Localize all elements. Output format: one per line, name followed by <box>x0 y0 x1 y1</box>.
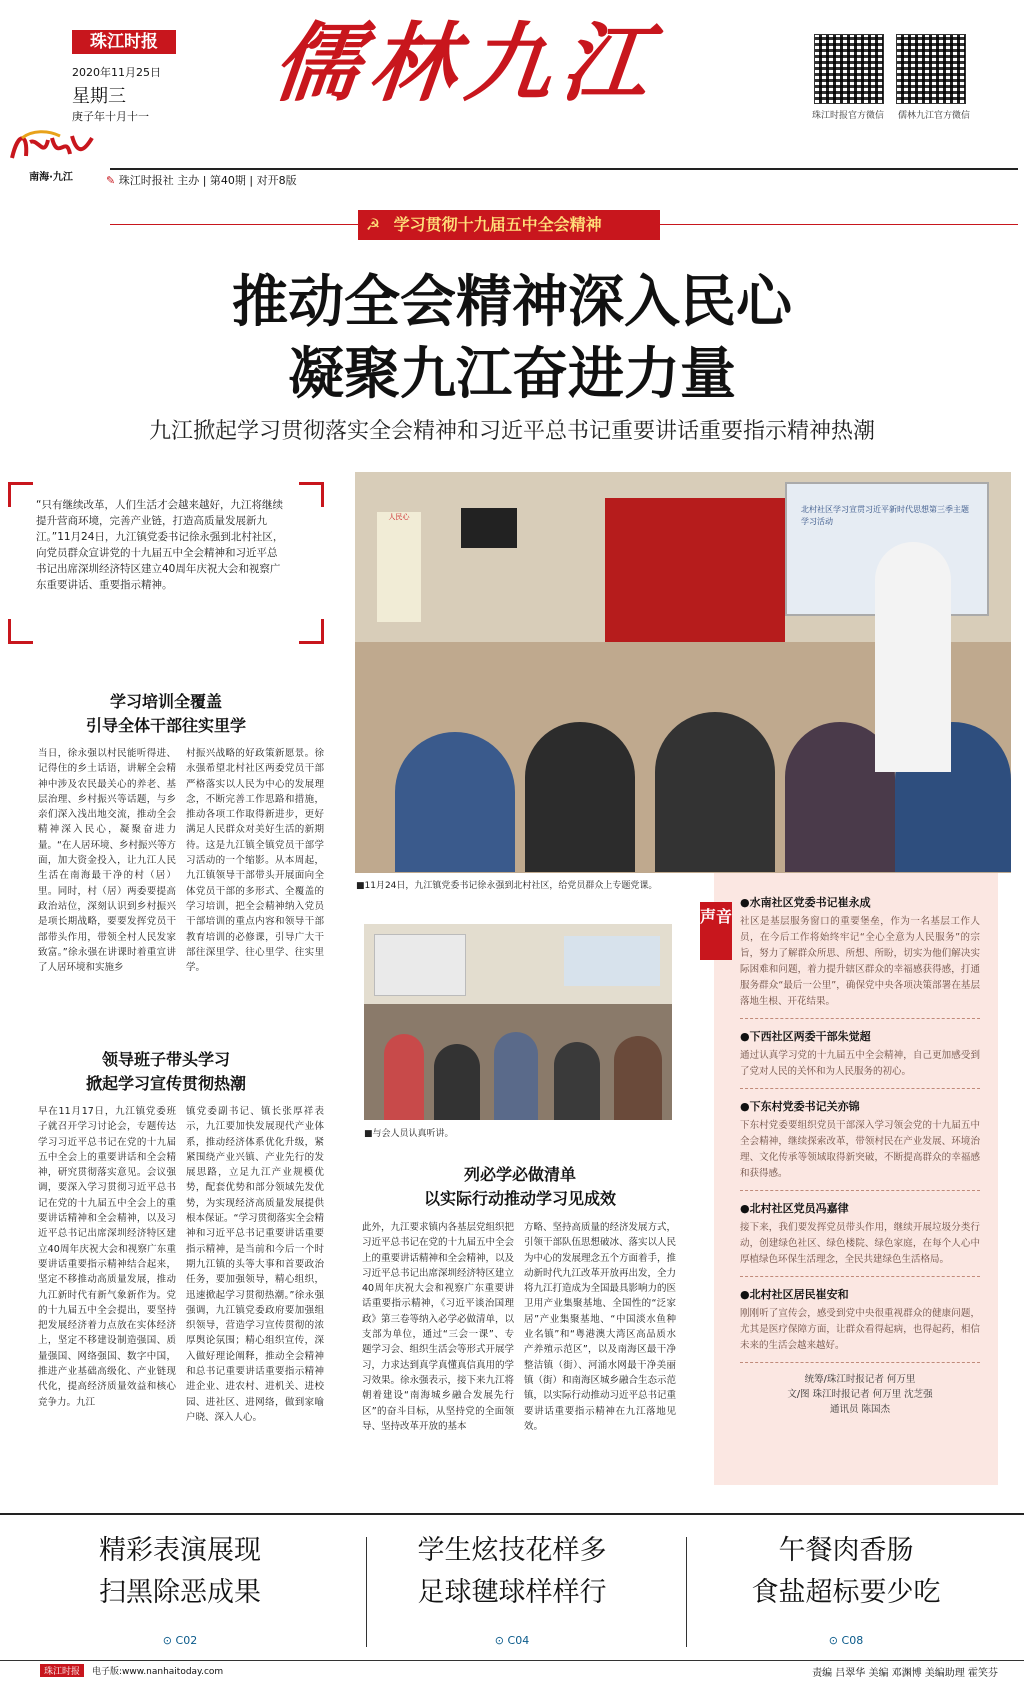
section-title-line: 学习培训全覆盖 <box>109 692 222 711</box>
promo-page-number: C04 <box>507 1634 530 1647</box>
promo-page-ref[interactable] <box>20 1620 340 1662</box>
voices-list <box>740 894 980 1417</box>
promo-teaser-3[interactable] <box>686 1530 1006 1662</box>
subheadline: 九江掀起学习贯彻落实全会精神和习近平总书记重要讲话重要指示精神热潮 <box>148 419 875 444</box>
lunar-date: 庚子年十月十一 <box>72 110 149 123</box>
issue-date: 2020年11月25日 <box>72 66 161 79</box>
voice-speaker: ●水南社区党委书记崔永成 <box>740 896 871 909</box>
promo-line: 扫黑除恶成果 <box>99 1577 261 1608</box>
qr-code-2[interactable] <box>896 34 966 104</box>
voice-divider <box>740 1362 980 1364</box>
voice-divider <box>740 1276 980 1278</box>
qr-label-1: 珠江时报官方微信 <box>812 111 885 121</box>
section-title-1 <box>36 690 296 738</box>
voice-item <box>740 1286 980 1354</box>
masthead-rule <box>110 168 1018 170</box>
article-column: 当日，徐永强以村民能听得进、记得住的乡土话语，讲解全会精神中涉及农民最关心的养老、基层治理、乡村振兴等话题，与乡亲们深入浅出地交流，推动全会精神深入民心，凝聚奋进力量。“在人居环境、乡村振兴等方面，加大资金投入，让九江人民生活在南海最干净的村（居）里。同时，村（居）两委要提高政治站位，深刻认识到乡村振兴是项长期战略，要要发挥党员干部带头作用，带领全村人民发家致富。”徐永强在讲课时着重宣讲了人居环境和实施乡 <box>38 748 176 974</box>
article-column: 此外，九江要求镇内各基层党组织把习近平总书记在党的十九届五中全会上的重要讲话精神和全会精神，以及习近平总书记出席深圳经济特区建立40周年庆祝大会和视察广东重要讲话重要指示精神，《习近平谈治国理政》第三卷等纳入必学必做清单，以支部为单位，通过“三会一课”、专题学习会、组织生活会等形式开展学习，力求达到真学真懂真信真用的学习效果。徐永强表示，接下来九江将朝着建设“南海城乡融合发展先行区”的奋斗目标，从坚持党的全面领导、坚持改革开放的基本 <box>362 1222 514 1432</box>
nanhai-jiujiang-logo <box>8 128 94 182</box>
issue-weekday: 星期三 <box>72 86 126 107</box>
byline-line: 文/图 珠江时报记者 何万里 沈芝强 <box>787 1389 933 1400</box>
article-column: 方略、坚持高质量的经济发展方式，引领干部队伍思想破冰、落实以人民为中心的发展理念五个方面着手，推动新时代九江改革开放再出发，全力将九江打造成为全国最具影响力的医卫用产业集聚基地、全国性的“泛家居”产业集聚基地、“中国淡水鱼种业名镇”和“粤港澳大湾区高品质水产养殖示范区”，以及南海区最干净整洁镇（街）、河涌水网最干净美丽镇（街）和南海区城乡融合生态示范镇，以实际行动推动习近平总书记重要讲话重要指示精神在九江落地见效。 <box>524 1222 676 1432</box>
section-title-line: 领导班子带头学习 <box>101 1050 230 1069</box>
qr-code-icon <box>896 34 966 104</box>
voice-text: 接下来，我们要发挥党员带头作用，继续开展垃圾分类行动，创建绿色社区、绿色楼院、绿色家庭，在每个人心中厚植绿色环保生活理念，全民共建绿色生活格局。 <box>740 1222 980 1265</box>
section-title-3 <box>380 1163 660 1211</box>
footer-site[interactable]: 电子版:www.nanhaitoday.com <box>92 1667 224 1677</box>
footer-editors: 责编 吕翠华 美编 邓渊博 美编助理 霍笑芬 <box>812 1668 998 1679</box>
section-title-line: 引导全体干部往实里学 <box>85 716 246 735</box>
page-footer <box>0 1660 1024 1682</box>
publisher-text: 珠江时报社 主办 | 第40期 | 对开8版 <box>118 174 297 187</box>
section-banner <box>358 210 660 240</box>
headline-line-2: 凝聚九江奋进力量 <box>288 341 736 407</box>
projector-text: 北村社区学习宣贯习近平新时代思想第三季主题学习活动 <box>801 505 969 526</box>
voice-item <box>740 1028 980 1080</box>
qr-code-1[interactable] <box>814 34 884 104</box>
banner-text: 学习贯彻十九届五中全会精神 <box>393 215 602 234</box>
wall-sign: 人民心 <box>377 512 421 622</box>
lead-quote: “只有继续改革，人们生活才会越来越好，九江将继续提升营商环境，完善产业链，打造高质量发展新九江。”11月24日，九江镇党委书记徐永强到北村社区，向党员群众宣讲党的十九届五中全会精神和习近平总书记出席深圳经济特区建立40周年庆祝大会和视察广东重要讲话、重要指示精神。 <box>36 499 284 591</box>
secondary-photo <box>364 924 672 1120</box>
main-photo <box>355 472 1011 873</box>
voice-speaker: ●北村社区居民崔安和 <box>740 1288 849 1301</box>
promo-page-ref[interactable] <box>686 1620 1006 1662</box>
qr-code-icon <box>814 34 884 104</box>
logo-text: 南海·九江 <box>29 172 73 183</box>
bottom-rule <box>0 1513 1024 1515</box>
promo-teaser-1[interactable] <box>20 1530 340 1662</box>
logo-swirl-icon <box>8 128 94 164</box>
promo-line: 午餐肉香肠 <box>778 1535 914 1566</box>
section-title-2 <box>36 1048 296 1096</box>
voice-speaker: ●下西社区两委干部朱觉超 <box>740 1030 871 1043</box>
voice-divider <box>740 1088 980 1090</box>
main-photo-caption: ■11月24日，九江镇党委书记徐永强到北村社区，给党员群众上专题党课。 <box>356 881 658 891</box>
voice-divider <box>740 1018 980 1020</box>
publication-badge: 珠江时报 <box>72 30 176 54</box>
footer-badge: 珠江时报 <box>40 1664 84 1677</box>
voice-item <box>740 1098 980 1182</box>
masthead-title: 儒林九江 <box>268 13 664 114</box>
page-link-icon: ⊙ <box>162 1634 173 1647</box>
voices-tag: 声音 <box>700 902 732 960</box>
promo-page-number: C02 <box>175 1634 198 1647</box>
voice-divider <box>740 1190 980 1192</box>
pen-icon: ✎ <box>106 174 116 187</box>
voice-item <box>740 894 980 1010</box>
promo-line: 精彩表演展现 <box>99 1535 261 1566</box>
qr-label-2: 儒林九江官方微信 <box>898 111 971 121</box>
voice-text: 下东村党委要组织党员干部深入学习领会党的十九届五中全会精神，继续探索改革，带领村民在产业发展、环境治理、文化传承等领域取得新突破，不断提高群众的幸福感和获得感。 <box>740 1120 980 1179</box>
promo-page-number: C08 <box>841 1634 864 1647</box>
voice-speaker: ●下东村党委书记关亦锦 <box>740 1100 860 1113</box>
section-title-line: 掀起学习宣传贯彻热潮 <box>85 1074 246 1093</box>
voice-text: 刚刚听了宣传会，感受到党中央很重视群众的健康问题，尤其是医疗保障方面，让群众看得起病，也得起药，相信未来的生活会越来越好。 <box>740 1308 980 1351</box>
byline-line: 统筹/珠江时报记者 何万里 <box>804 1374 916 1385</box>
page-link-icon: ⊙ <box>828 1634 839 1647</box>
promo-line: 食盐超标要少吃 <box>751 1577 941 1608</box>
secondary-photo-caption: ■与会人员认真听讲。 <box>364 1129 454 1139</box>
promo-page-ref[interactable] <box>352 1620 672 1662</box>
page-link-icon: ⊙ <box>494 1634 505 1647</box>
byline-line: 通讯员 陈国杰 <box>829 1404 891 1415</box>
voice-text: 社区是基层服务窗口的重要堡垒，作为一名基层工作人员，在今后工作将始终牢记“全心全意为人民服务”的宗旨，努力了解群众所思、所想、所盼，切实为他们解决实际困难和问题，着力提升辖区群众的幸福感获得感，打通服务群众“最后一公里”，确保党中央各项决策部署在基层落地生根、开花结果。 <box>740 916 980 1007</box>
voice-item <box>740 1200 980 1268</box>
promo-teaser-2[interactable] <box>352 1530 672 1662</box>
article-column: 早在11月17日，九江镇党委班子就召开学习讨论会，专题传达学习习近平总书记在党的十九届五中全会上的重要讲话和全会精神，研究贯彻落实意见。会议强调，要深入学习贯彻习近平总书记在党的十九届五中全会上的重要讲话精神和全会精神，以及习近平总书记出席深圳经济特区建立40周年庆祝大会和视察广东重要讲话重要指示精神结合起来，坚定不移推动高质量发展，推动九江新时代有新气象新作为。党的十九届五中全会提出，要坚持把发展经济着力点放在实体经济上，坚定不移建设制造强国、质量强国、网络强国、数字中国，推进产业基础高级化、产业链现代化，提高经济质量效益和核心竞争力。九江 <box>38 1106 176 1408</box>
voice-speaker: ●北村社区党员冯嘉律 <box>740 1202 849 1215</box>
article-column: 镇党委副书记、镇长张厚祥表示，九江要加快发展现代产业体系，推动经济体系优化升级，紧紧围绕产业兴镇、产业先行的发展思路，立足九江产业规模优势，配套优势和部分领域先发优势，为实现经济高质量发展提供根本保证。“学习贯彻落实全会精神和习近平总书记重要讲话重要指示精神，是当前和今后一个时期九江镇的头等大事和首要政治任务，要加强领导，精心组织，迅速掀起学习贯彻热潮。”徐永强强调，九江镇党委政府要加强组织领导，营造学习宣传贯彻的浓厚舆论氛围；精心组织宣传，深入做好理论阐释，推动全会精神和总书记重要讲话重要指示精神进企业、进农村、进机关、进校园、进社区、进网络，做到家喻户晓、深入人心。 <box>186 1106 324 1423</box>
section-title-line: 列必学必做清单 <box>463 1165 576 1184</box>
publisher-line <box>106 172 297 188</box>
article-column: 村振兴战略的好政策新愿景。徐永强希望北村社区两委党员干部严格落实以人民为中心的发展理念，不断完善工作思路和措施，推动各项工作取得新进步，更好满足人民群众对美好生活的新期待。这是九江镇全镇党员干部学习活动的一个缩影。从本周起，九江镇领导干部带头开展面向全体党员干部的多形式、全覆盖的学习培训，把全会精神纳入党员干部培训的重点内容和领导干部教育培训的必修课，引导广大干部往深里学、往心里学、往实里学。 <box>186 748 324 974</box>
byline <box>740 1372 980 1417</box>
party-emblem-icon: ☭ <box>365 215 381 234</box>
section-title-line: 以实际行动推动学习见成效 <box>423 1189 616 1208</box>
promo-line: 学生炫技花样多 <box>417 1535 607 1566</box>
voice-text: 通过认真学习党的十九届五中全会精神，自己更加感受到了党对人民的关怀和为人民服务的初心。 <box>740 1050 980 1077</box>
headline-line-1: 推动全会精神深入民心 <box>232 269 792 335</box>
promo-line: 足球毽球样样行 <box>417 1577 607 1608</box>
